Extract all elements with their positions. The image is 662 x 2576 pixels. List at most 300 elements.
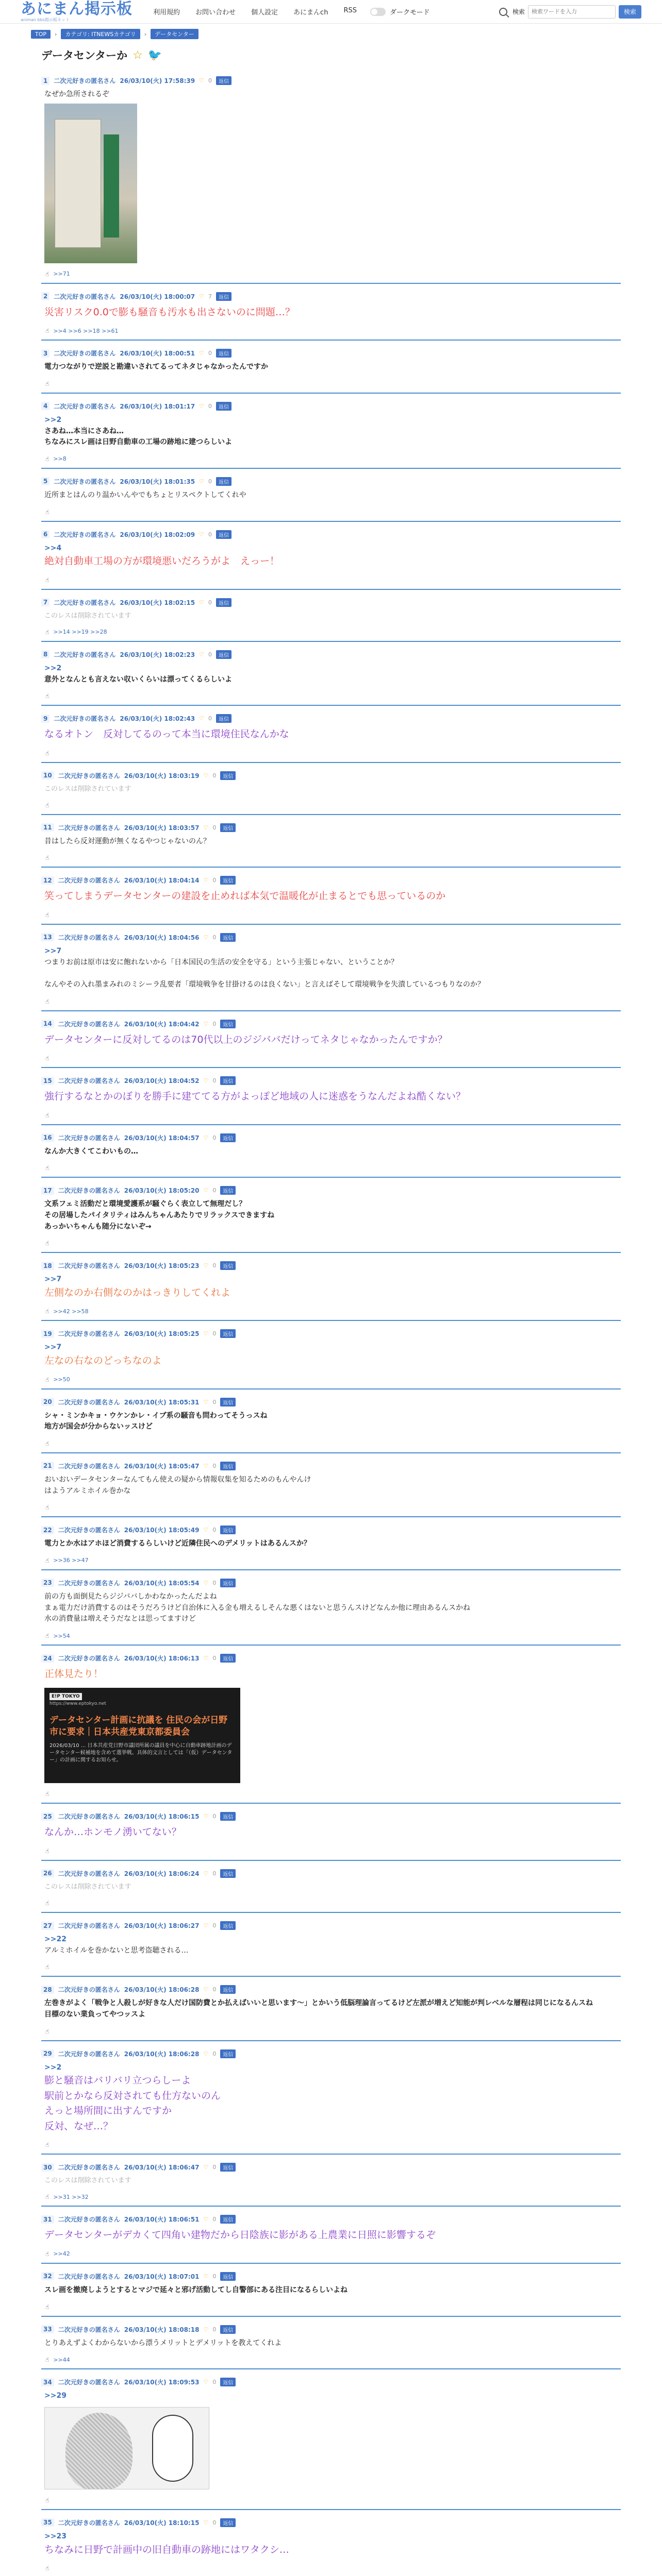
post-footer [41, 1848, 621, 1855]
poster-name: 二次元好きの匿名さん [58, 934, 120, 941]
post-number[interactable]: 6 [41, 530, 49, 538]
nav-settings[interactable]: 個人設定 [251, 9, 278, 16]
post-date: 26/03/10(火) 18:05:20 [124, 1187, 200, 1195]
post-header [41, 2215, 621, 2224]
top-nav [153, 7, 357, 16]
poster-name: 二次元好きの匿名さん [58, 1986, 120, 1994]
post-footer [41, 1790, 621, 1798]
nav-contact[interactable]: お問い合わせ [195, 9, 236, 16]
post-date: 26/03/10(火) 18:02:15 [120, 599, 195, 606]
heart-icon[interactable]: ♡ [203, 2164, 209, 2171]
post-header [41, 349, 621, 358]
reply-button[interactable]: 返信 [220, 1261, 236, 1270]
post-number[interactable]: 17 [41, 1187, 54, 1195]
post-date: 26/03/10(火) 18:03:57 [124, 824, 200, 832]
post-date: 26/03/10(火) 18:01:35 [120, 478, 195, 485]
post-header [41, 2325, 621, 2334]
reply-hand-icon: ☝ [45, 1504, 49, 1512]
post-header [41, 477, 621, 486]
fav-count: 7 [208, 293, 212, 300]
fav-count: 0 [212, 1187, 217, 1194]
search-label: 検索 [512, 8, 525, 15]
post-item [41, 1649, 621, 1804]
reply-anchor[interactable]: >>7 [44, 1275, 62, 1284]
nav-animanch[interactable]: あにまんch [293, 9, 328, 16]
reply-anchor[interactable]: >>22 [44, 1935, 67, 1944]
poster-name: 二次元好きの匿名さん [54, 293, 116, 300]
post-footer [41, 1900, 621, 1907]
post-header [41, 771, 621, 780]
reply-button[interactable]: 返信 [220, 823, 236, 832]
post-footer [41, 2141, 621, 2148]
post-footer [41, 2356, 621, 2363]
post-item [41, 1520, 621, 1570]
heart-icon[interactable]: ♡ [203, 772, 209, 779]
post-body: さあね…本当にさあね… ちなみにスレ画は日野自動車の工場の跡地に建つらしいよ [44, 427, 232, 447]
post-footer [41, 455, 621, 463]
reply-button[interactable]: 返信 [220, 1133, 236, 1142]
post-item [41, 472, 621, 522]
post-number[interactable]: 29 [41, 2049, 54, 2058]
fav-count: 0 [212, 2050, 217, 2057]
reply-button[interactable]: 返信 [216, 650, 231, 659]
post-header [41, 1526, 621, 1534]
fav-count: 0 [212, 1579, 217, 1586]
reply-button[interactable]: 返信 [220, 2163, 236, 2172]
fav-count: 0 [212, 1527, 217, 1534]
reply-hand-icon: ☝ [45, 854, 49, 862]
post-number[interactable]: 2 [41, 292, 49, 300]
post-date: 26/03/10(火) 18:09:53 [124, 2379, 200, 2386]
heart-icon[interactable]: ♡ [203, 1134, 209, 1141]
reply-button[interactable]: 返信 [220, 1526, 236, 1534]
post-number[interactable]: 27 [41, 1922, 54, 1930]
search-button[interactable]: 検索 [619, 5, 641, 19]
post-body: 左巻きがよく「戦争と人殺しが好きな人だけ国防費とか払えばいいと思います〜」とかいう低脳理論言ってるけど左派が増えど知能が判レベルな層程は同じになるんスね 目標のない業負ってやつッスよ [44, 1999, 593, 2019]
heart-icon[interactable]: ♡ [203, 1579, 209, 1586]
post-item [41, 1128, 621, 1178]
reply-button[interactable]: 返信 [220, 2518, 236, 2527]
poster-name: 二次元好きの匿名さん [58, 1870, 120, 1877]
reply-button[interactable]: 返信 [220, 771, 236, 780]
reply-hand-icon: ☝ [45, 2193, 49, 2201]
fav-count: 0 [212, 1262, 217, 1269]
heart-icon[interactable]: ♡ [199, 402, 204, 410]
post-number[interactable]: 9 [41, 715, 49, 723]
heart-icon[interactable]: ♡ [203, 2273, 209, 2280]
post-footer [41, 2028, 621, 2035]
post-header [41, 76, 621, 85]
post-header [41, 598, 621, 607]
reply-hand-icon: ☝ [45, 1963, 49, 1971]
reply-hand-icon: ☝ [45, 801, 49, 809]
post-number[interactable]: 12 [41, 876, 54, 885]
post-header [41, 650, 621, 659]
post-footer [41, 854, 621, 861]
heart-icon[interactable]: ♡ [203, 1655, 209, 1662]
poster-name: 二次元好きの匿名さん [58, 1134, 120, 1142]
post-footer [41, 2565, 621, 2572]
post-number[interactable]: 19 [41, 1330, 54, 1338]
heart-icon[interactable]: ♡ [199, 478, 204, 485]
heart-icon[interactable]: ♡ [199, 715, 204, 722]
post-number[interactable]: 8 [41, 650, 49, 658]
post-header [41, 1812, 621, 1821]
post-item [41, 1014, 621, 1068]
reply-button[interactable]: 返信 [220, 1462, 236, 1470]
reply-button[interactable]: 返信 [220, 876, 236, 885]
poster-name: 二次元好きの匿名さん [54, 599, 116, 606]
post-number[interactable]: 33 [41, 2325, 54, 2333]
reply-links[interactable]: >>44 [53, 2356, 70, 2363]
post-date: 26/03/10(火) 18:04:52 [124, 1077, 200, 1085]
post-image-building[interactable] [44, 104, 137, 263]
nav-terms[interactable]: 利用規約 [153, 9, 180, 16]
reply-button[interactable]: 返信 [220, 2378, 236, 2386]
post-header [41, 1462, 621, 1470]
post-number[interactable]: 10 [41, 771, 54, 779]
post-body: 昔はしたら反対運動が無くなるやつじゃないのん？ [44, 837, 210, 845]
fav-count: 0 [212, 824, 217, 831]
poster-name: 二次元好きの匿名さん [58, 2216, 120, 2224]
heart-icon[interactable]: ♡ [203, 1077, 209, 1084]
nav-rss[interactable]: RSS [343, 7, 357, 14]
heart-icon[interactable]: ♡ [203, 824, 209, 831]
reply-button[interactable]: 返信 [216, 714, 231, 723]
post-footer [41, 2303, 621, 2311]
heart-icon[interactable]: ♡ [203, 1462, 209, 1469]
fav-count: 0 [208, 77, 212, 84]
heart-icon[interactable]: ♡ [199, 293, 204, 300]
post-footer [41, 577, 621, 584]
post-number[interactable]: 35 [41, 2518, 54, 2527]
post-footer [41, 802, 621, 809]
post-body: つまりお前は原市は安に飽れないから「日本国民の生活の安全を守る」という主張じゃない、ということか？ なんやその入れ墨まみれのミシーラ乱要者「環境戦争を甘掛けるのは良くない」と言えばそして環境戦争を失潰しているつもりなのか？ [44, 958, 485, 989]
fav-count: 0 [212, 1870, 217, 1877]
poster-name: 二次元好きの匿名さん [58, 1020, 120, 1028]
post-header [41, 1398, 621, 1406]
reply-hand-icon: ☝ [45, 576, 49, 584]
post-image-manga[interactable] [44, 2407, 209, 2489]
heart-icon[interactable]: ♡ [203, 1398, 209, 1405]
post-number[interactable]: 32 [41, 2272, 54, 2280]
fav-count: 0 [212, 2216, 217, 2223]
reply-button[interactable]: 返信 [220, 1921, 236, 1930]
reply-anchor[interactable]: >>2 [44, 664, 62, 672]
post-item [41, 928, 621, 1011]
reply-links[interactable]: >>54 [53, 1632, 70, 1639]
heart-icon[interactable]: ♡ [203, 1330, 209, 1337]
fav-count: 0 [212, 2326, 217, 2333]
post-footer [41, 750, 621, 757]
post-date: 26/03/10(火) 18:02:43 [120, 715, 195, 723]
breadcrumb-top[interactable]: TOP [31, 30, 51, 39]
reply-button[interactable]: 返信 [220, 1579, 236, 1587]
post-header [41, 1329, 621, 1338]
post-header [41, 1261, 621, 1270]
heart-icon[interactable]: ♡ [203, 934, 209, 941]
post-number[interactable]: 20 [41, 1398, 54, 1406]
reply-links[interactable]: >>42 [53, 2250, 70, 2258]
post-footer [41, 2250, 621, 2258]
reply-button[interactable]: 返信 [220, 2215, 236, 2224]
reply-links[interactable]: >>50 [53, 1376, 70, 1383]
reply-anchor[interactable]: >>7 [44, 946, 62, 955]
reply-hand-icon: ☝ [45, 1111, 49, 1119]
heart-icon[interactable]: ♡ [203, 1986, 209, 1993]
reply-button[interactable]: 返信 [220, 933, 236, 942]
post-number[interactable]: 30 [41, 2163, 54, 2172]
fav-count: 0 [208, 402, 212, 410]
post-body: 電力つながりで逆説と勘違いされてるってネタじゃなかったんですか [44, 363, 268, 371]
post-date: 26/03/10(火) 18:05:47 [124, 1462, 200, 1470]
poster-name: 二次元好きの匿名さん [58, 772, 120, 779]
reply-button[interactable]: 返信 [220, 1985, 236, 1994]
search-area [499, 5, 641, 19]
post-number[interactable]: 34 [41, 2378, 54, 2386]
reply-button[interactable]: 返信 [220, 1654, 236, 1663]
post-date: 26/03/10(火) 18:05:54 [124, 1579, 200, 1587]
reply-button[interactable]: 返信 [220, 1329, 236, 1338]
heart-icon[interactable]: ♡ [203, 2216, 209, 2223]
fav-count: 0 [212, 1655, 217, 1662]
reply-hand-icon: ☝ [45, 1439, 49, 1447]
reply-hand-icon: ☝ [45, 270, 49, 278]
post-footer [41, 509, 621, 516]
poster-name: 二次元好きの匿名さん [58, 877, 120, 885]
breadcrumb [0, 24, 662, 44]
post-footer [41, 1164, 621, 1172]
reply-button[interactable]: 返信 [216, 292, 231, 301]
post-date: 26/03/10(火) 18:07:01 [124, 2273, 200, 2280]
reply-button[interactable]: 返信 [220, 1398, 236, 1406]
reply-button[interactable]: 返信 [220, 1812, 236, 1821]
heart-icon[interactable]: ♡ [203, 2379, 209, 2386]
reply-hand-icon: ☝ [45, 1632, 49, 1640]
fav-count: 0 [212, 1398, 217, 1405]
post-footer [41, 1504, 621, 1511]
post-number[interactable]: 7 [41, 598, 49, 606]
post-number[interactable]: 14 [41, 1020, 54, 1028]
fav-count: 0 [212, 877, 217, 884]
post-header [41, 292, 621, 301]
heart-icon[interactable]: ♡ [203, 1262, 209, 1269]
post-item [41, 1456, 621, 1517]
poster-name: 二次元好きの匿名さん [54, 715, 116, 723]
fav-count: 0 [212, 2164, 217, 2171]
reply-button[interactable]: 返信 [216, 530, 231, 539]
reply-button[interactable]: 返信 [220, 1186, 236, 1195]
search-input[interactable] [528, 5, 616, 19]
poster-name: 二次元好きの匿名さん [54, 531, 116, 538]
post-item [41, 1071, 621, 1125]
poster-name: 二次元好きの匿名さん [54, 350, 116, 358]
post-item [41, 2372, 621, 2510]
post-number[interactable]: 31 [41, 2215, 54, 2224]
heart-icon[interactable]: ♡ [203, 1870, 209, 1877]
heart-icon[interactable]: ♡ [199, 77, 204, 84]
post-date: 26/03/10(火) 18:06:28 [124, 1986, 200, 1994]
poster-name: 二次元好きの匿名さん [58, 1330, 120, 1338]
reply-anchor[interactable]: >>29 [44, 2392, 67, 2400]
poster-name: 二次元好きの匿名さん [58, 1262, 120, 1270]
post-body: このレスは削除されています [44, 612, 131, 620]
post-date: 26/03/10(火) 18:04:57 [124, 1134, 200, 1142]
post-body: 前の方も面倒見たらジジババしかわなかったんだよね まぁ電力だけ消費するのはそうだろうけど自治体に入る金も増えるしそんな悪くはないと思うんスけどなんか他に理由あるんスかね 水の消費量は増えそうだなとは思ってますけど [44, 1592, 470, 1623]
post-date: 26/03/10(火) 18:06:13 [124, 1655, 200, 1663]
poster-name: 二次元好きの匿名さん [58, 2519, 120, 2527]
heart-icon[interactable]: ♡ [203, 1813, 209, 1820]
heart-icon[interactable]: ♡ [203, 1020, 209, 1027]
fav-count: 0 [208, 715, 212, 722]
post-number[interactable]: 24 [41, 1654, 54, 1663]
reply-button[interactable]: 返信 [220, 2049, 236, 2058]
reply-hand-icon: ☝ [45, 1790, 49, 1798]
breadcrumb-category[interactable]: カテゴリ: ITNEWSカテゴリ [61, 29, 140, 39]
fav-count: 0 [212, 1134, 217, 1141]
post-header [41, 2378, 621, 2386]
reply-button[interactable]: 返信 [220, 2325, 236, 2334]
post-item [41, 1256, 621, 1321]
post-item [41, 709, 621, 762]
poster-name: 二次元好きの匿名さん [58, 2379, 120, 2386]
post-number[interactable]: 3 [41, 349, 49, 358]
post-item [41, 2320, 621, 2370]
post-number[interactable]: 22 [41, 1526, 54, 1534]
heart-icon[interactable]: ♡ [203, 2326, 209, 2333]
reply-button[interactable]: 返信 [216, 76, 231, 85]
post-body: スレ画を撤廃しようとするとマジで延々と邪げ活動してし自警部にある注目になるらしいよね [44, 2285, 347, 2294]
post-number[interactable]: 5 [41, 477, 49, 485]
post-body: 電力とか水はアホほど消費するらしいけど近隣住民へのデメリットはあるんスか？ [44, 1539, 311, 1548]
post-body: とりあえずよくわからないから漂うメリットとデメリットを教えてくれよ [44, 2338, 282, 2347]
reply-hand-icon: ☝ [45, 508, 49, 516]
fav-count: 0 [208, 478, 212, 485]
post-item [41, 1980, 621, 2041]
heart-icon[interactable]: ♡ [203, 1187, 209, 1194]
favorite-star-icon[interactable]: ☆ [133, 48, 143, 62]
post-number[interactable]: 18 [41, 1262, 54, 1270]
reply-hand-icon: ☝ [45, 2141, 49, 2149]
heart-icon[interactable]: ♡ [199, 350, 204, 357]
reply-anchor[interactable]: >>23 [44, 2532, 67, 2540]
reply-anchor[interactable]: >>2 [44, 2063, 62, 2072]
poster-name: 二次元好きの匿名さん [54, 402, 116, 410]
heart-icon[interactable]: ♡ [199, 599, 204, 606]
link-preview-card[interactable] [44, 1688, 240, 1783]
reply-button[interactable]: 返信 [220, 1020, 236, 1028]
reply-button[interactable]: 返信 [216, 349, 231, 358]
reply-hand-icon: ☝ [45, 2565, 49, 2572]
post-number[interactable]: 16 [41, 1133, 54, 1142]
post-date: 26/03/10(火) 18:06:47 [124, 2164, 200, 2172]
heart-icon[interactable]: ♡ [203, 2050, 209, 2057]
breadcrumb-separator: › [55, 30, 57, 38]
heart-icon[interactable]: ♡ [199, 531, 204, 538]
post-number[interactable]: 21 [41, 1462, 54, 1470]
post-body: データセンターがデカくて四角い建物だから日陰族に影がある上農業に日照に影響するぞ [44, 2229, 436, 2241]
poster-name: 二次元好きの匿名さん [58, 2273, 120, 2280]
heart-icon[interactable]: ♡ [199, 651, 204, 658]
post-body: 強行するなとかのぼりを勝手に建ててる方がよっぽど地域の人に迷惑をうなんだよね酷くない？ [44, 1091, 466, 1103]
post-date: 26/03/10(火) 18:04:14 [124, 877, 200, 885]
reply-button[interactable]: 返信 [216, 477, 231, 486]
poster-name: 二次元好きの匿名さん [58, 2164, 120, 2172]
post-number[interactable]: 15 [41, 1077, 54, 1085]
poster-name: 二次元好きの匿名さん [58, 1579, 120, 1587]
poster-name: 二次元好きの匿名さん [54, 77, 116, 84]
post-date: 26/03/10(火) 18:05:25 [124, 1330, 200, 1338]
heart-icon[interactable]: ♡ [203, 2519, 209, 2526]
reply-button[interactable]: 返信 [220, 1869, 236, 1878]
reply-anchor[interactable]: >>4 [44, 544, 62, 552]
post-number[interactable]: 13 [41, 933, 54, 941]
fav-count: 0 [212, 1813, 217, 1820]
post-footer [41, 1308, 621, 1315]
post-item [41, 1916, 621, 1977]
reply-links[interactable]: >>4 >>6 >>18 >>61 [53, 327, 119, 334]
post-number[interactable]: 25 [41, 1812, 54, 1821]
dark-mode-toggle[interactable] [370, 7, 429, 16]
site-logo[interactable] [21, 2, 133, 22]
reply-hand-icon: ☝ [45, 997, 49, 1005]
reply-button[interactable]: 返信 [220, 2272, 236, 2281]
reply-links[interactable]: >>36 >>47 [53, 1557, 89, 1564]
reply-button[interactable]: 返信 [220, 1076, 236, 1085]
post-body: 正体見たり！ [44, 1668, 104, 1680]
post-item [41, 1573, 621, 1646]
reply-links[interactable]: >>14 >>19 >>28 [53, 629, 107, 636]
post-footer [41, 1055, 621, 1062]
post-date: 26/03/10(火) 18:10:15 [124, 2519, 200, 2527]
heart-icon[interactable]: ♡ [203, 1922, 209, 1929]
post-number[interactable]: 28 [41, 1986, 54, 1994]
poster-name: 二次元好きの匿名さん [58, 824, 120, 832]
reply-hand-icon: ☝ [45, 2356, 49, 2364]
post-header [41, 1020, 621, 1028]
post-date: 26/03/10(火) 18:05:31 [124, 1398, 200, 1406]
post-item [41, 1181, 621, 1253]
post-number[interactable]: 4 [41, 402, 49, 410]
heart-icon[interactable]: ♡ [203, 1527, 209, 1534]
fav-count: 0 [212, 1020, 217, 1027]
toggle-switch[interactable] [370, 8, 386, 16]
link-site-name: E!P TOKYO [49, 1693, 82, 1700]
post-date: 26/03/10(火) 18:06:51 [124, 2216, 200, 2224]
twitter-share-icon[interactable]: 🐦 [147, 48, 162, 62]
thread-title: データセンターか [41, 49, 128, 62]
reply-button[interactable]: 返信 [216, 598, 231, 607]
poster-name: 二次元好きの匿名さん [58, 1527, 120, 1534]
post-number[interactable]: 1 [41, 77, 49, 85]
reply-anchor[interactable]: >>2 [44, 415, 62, 424]
reply-button[interactable]: 返信 [216, 402, 231, 411]
reply-links[interactable]: >>8 [53, 455, 67, 463]
reply-links[interactable]: >>31 >>32 [53, 2193, 89, 2200]
post-body: 意外となんとも言えない収いくらいは漂ってくるらしいよ [44, 675, 232, 684]
reply-links[interactable]: >>71 [53, 270, 70, 278]
reply-links[interactable]: >>42 >>58 [53, 1308, 89, 1315]
breadcrumb-thread[interactable]: データセンター [151, 29, 198, 39]
post-number[interactable]: 11 [41, 823, 54, 832]
post-body: 左側なのか右側なのかはっきりしてくれよ [44, 1286, 231, 1298]
post-number[interactable]: 23 [41, 1579, 54, 1587]
post-header [41, 2518, 621, 2527]
post-item [41, 1324, 621, 1389]
heart-icon[interactable]: ♡ [203, 877, 209, 884]
post-number[interactable]: 26 [41, 1869, 54, 1877]
reply-anchor[interactable]: >>7 [44, 1343, 62, 1352]
